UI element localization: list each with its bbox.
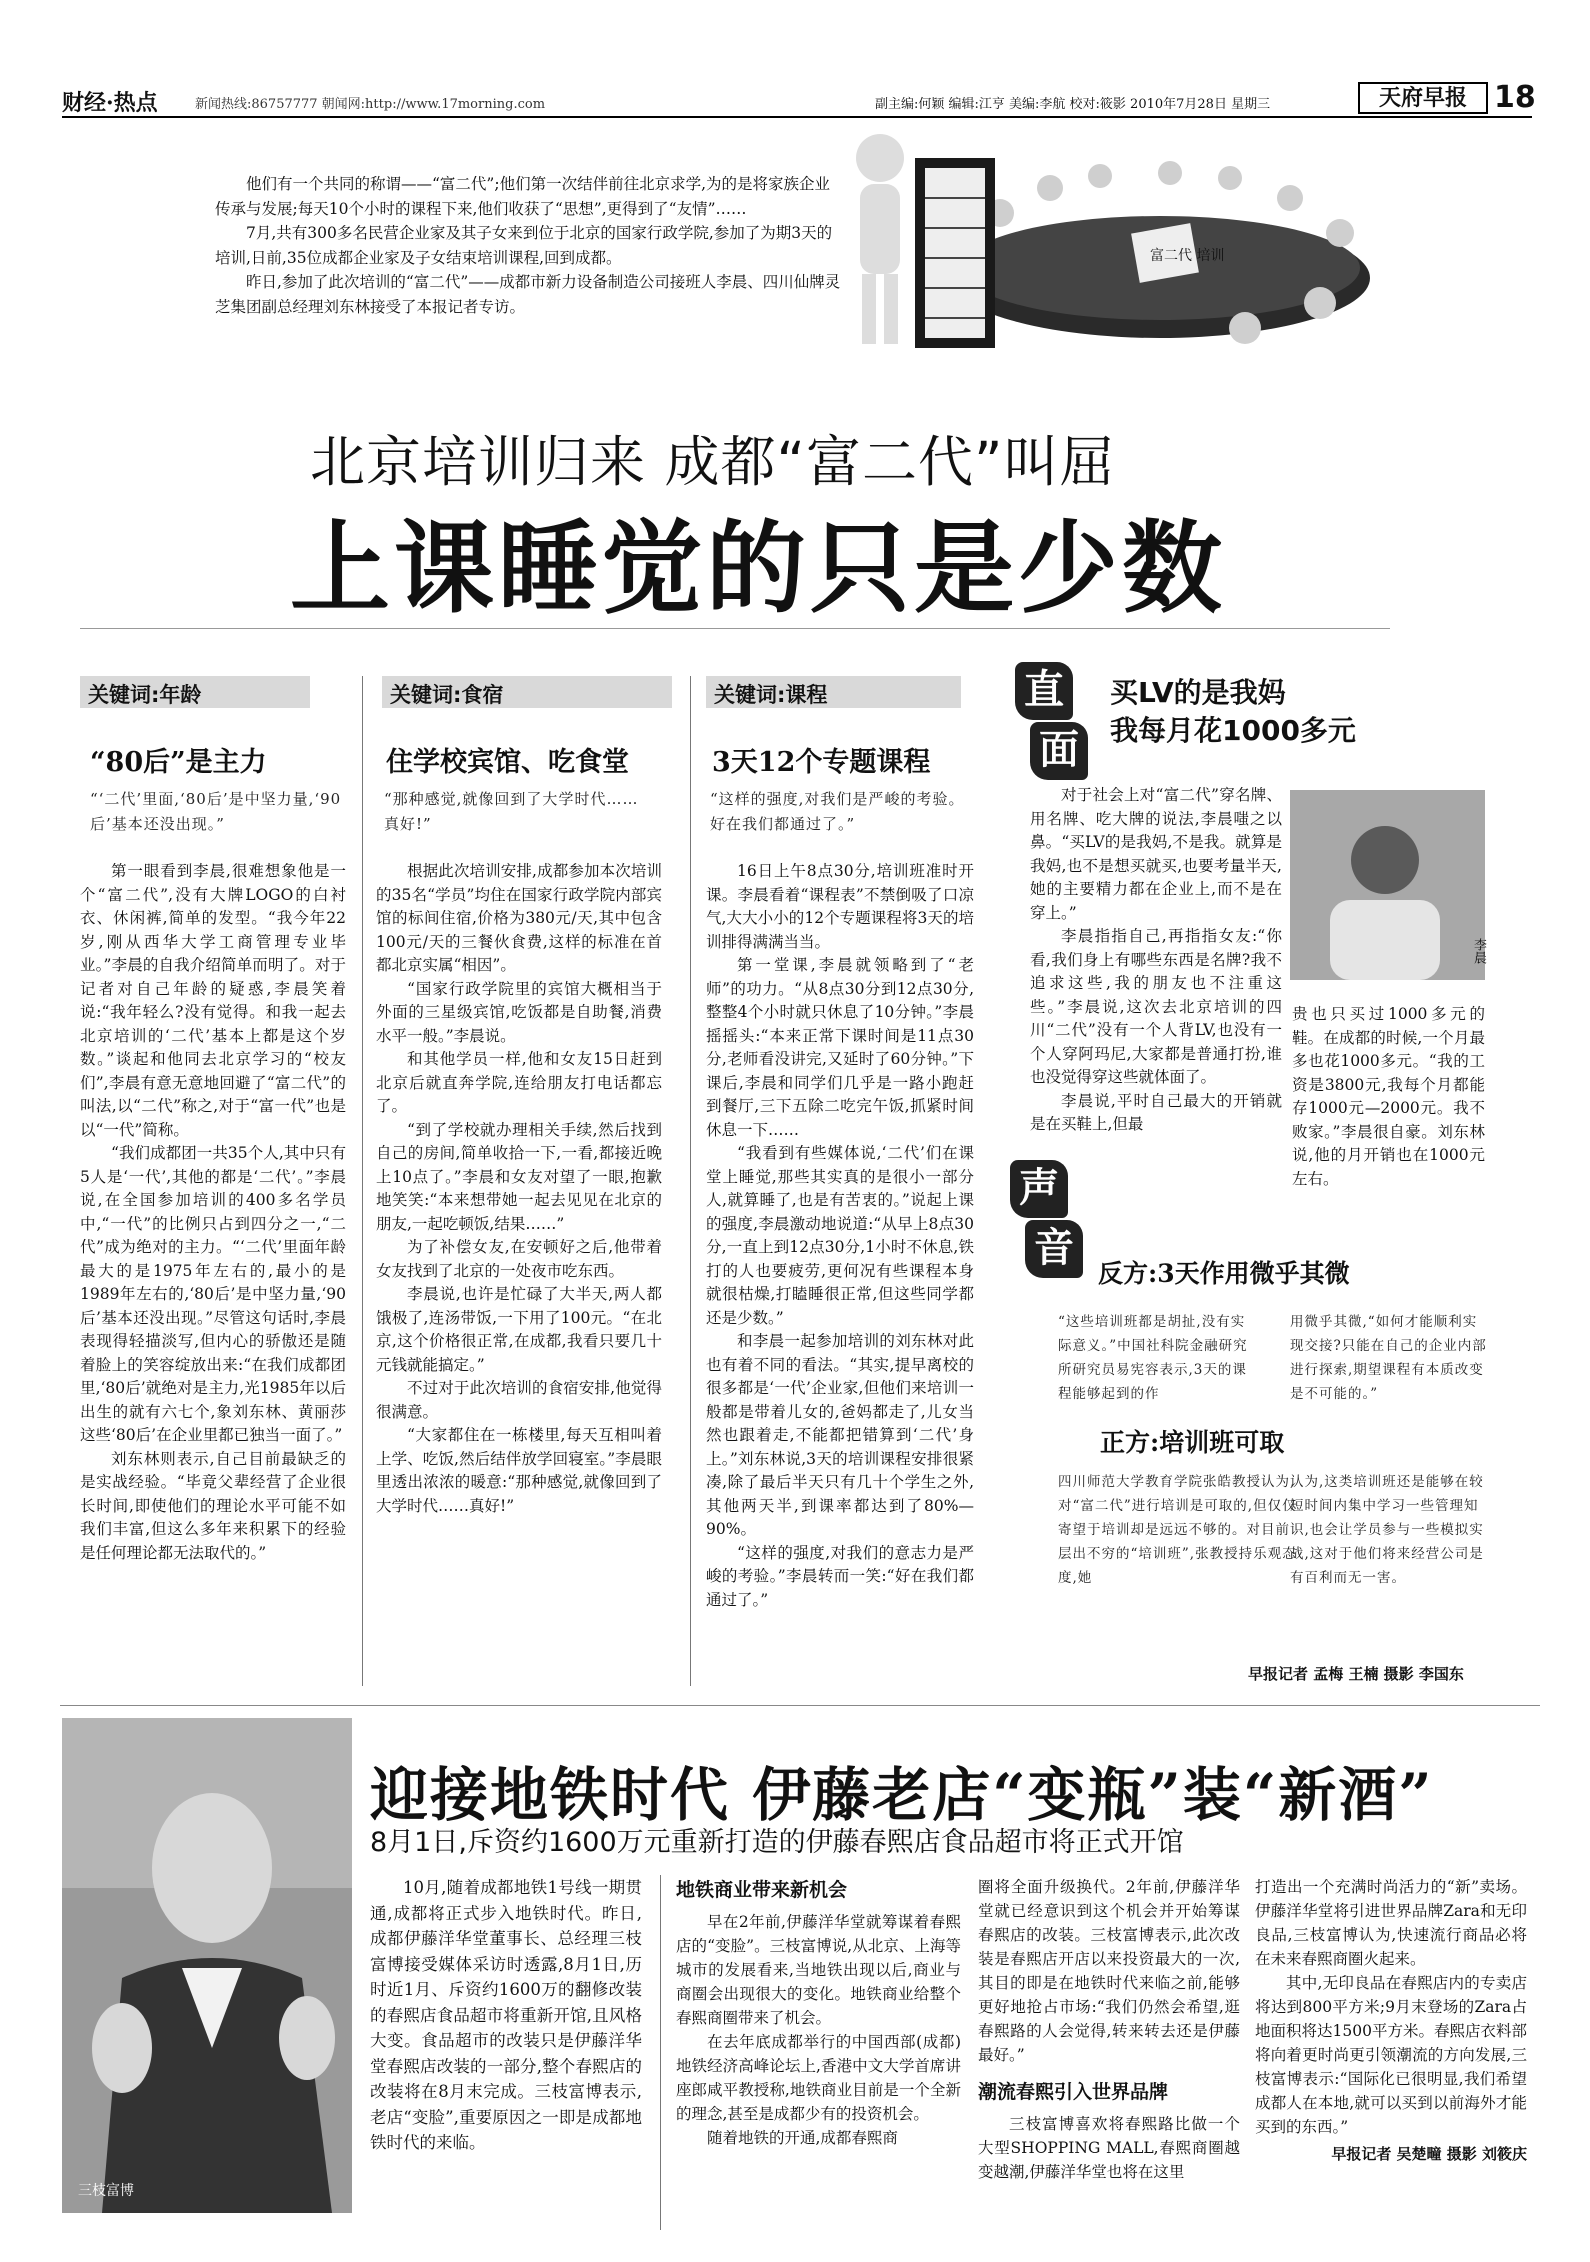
column-rule xyxy=(660,1875,661,2230)
paragraph: “这样的强度,对我们的意志力是严峻的考验。”李晨转而一笑:“好在我们都通过了。” xyxy=(706,1543,974,1609)
interview-body xyxy=(1030,784,1282,1137)
opposing-text: “这些培训班都是胡扯,没有实际意义。”中国社科院金融研究所研究员易宪容表示,3天的课程能够起到的作 xyxy=(1058,1314,1248,1402)
opposing-text: 用微乎其微,“如何才能顺利实现交接?只能在自己的企业内部进行探索,期望课程有本质改变是不可能的。” xyxy=(1290,1314,1487,1402)
section-label: 财经·热点 xyxy=(62,90,158,116)
column-quote: “那种感觉,就像回到了大学时代……真好!” xyxy=(384,790,639,833)
illustration-meeting xyxy=(850,118,1390,353)
column-quote: “‘二代’里面,‘80后’是中坚力量,‘90后’基本还没出现。” xyxy=(90,790,342,833)
paragraph: “我看到有些媒体说,‘二代’们在课堂上睡觉,那些其实真的是很小一部分人,就算睡了,也是有苦衷的。”说起上课的强度,李晨激动地说道:“从早上8点30分,一直上到12点30分,1小时不休息,铁打的人也要疲劳,更何况有些课程本身就很枯燥,打瞌睡很正常,但这些同学都还是少数。” xyxy=(706,1144,974,1327)
paragraph: 为了补偿女友,在安顿好之后,他带着女友找到了北京的一处夜市吃东西。 xyxy=(376,1238,662,1280)
column-rule xyxy=(362,676,363,1686)
paragraph: “到了学校就办理相关手续,然后找到自己的房间,简单收拾一下,一看,都接近晚上10点了。”李晨和女友对望了一眼,抱歉地笑笑:“本来想带她一起去见见在北京的朋友,一起吃顿饭,结果……” xyxy=(376,1120,662,1233)
headline-line1: 北京培训归来 成都“富二代”叫屈 xyxy=(310,430,1116,494)
column-quote: “这样的强度,对我们是严峻的考验。好在我们都通过了。” xyxy=(710,790,965,833)
section-rule xyxy=(60,1705,1540,1706)
intro-block xyxy=(215,172,843,319)
paragraph: 李晨说,也许是忙碌了大半天,两人都饿极了,连汤带饭,一下用了100元。“在北京,这个价格很正常,在成都,我看只要几十元钱就能搞定。” xyxy=(376,1285,662,1374)
paragraph: 李晨指指自己,再指指女友:“你看,我们身上有哪些东西是名牌?我不追求这些,我的朋友也不注重这些。”李晨说,这次去北京培训的四川“二代”没有一个人背LV,也没有一个人穿阿玛尼,大家都是普通打扮,谁也没觉得穿这些就体面了。 xyxy=(1030,927,1282,1086)
paragraph: 圈将全面升级换代。2年前,伊藤洋华堂就已经意识到这个机会并开始筹谋春熙店的改装。三枝富博表示,此次改装是春熙店开店以来投资最大的一次,其目的即是在地铁时代来临之前,能够更好地抢占市场:“我们仍然会希望,逛春熙路的人会觉得,转来转去还是伊藤最好。” xyxy=(978,1878,1240,2064)
credits: 副主编:何颖 编辑:江亨 美编:李航 校对:筱影 2010年7月28日 星期三 xyxy=(875,97,1271,112)
paragraph: “大家都住在一栋楼里,每天互相叫着上学、吃饭,然后结伴放学回寝室。”李晨眼里透出浓浓的暖意:“那种感觉,就像回到了大学时代……真好!” xyxy=(376,1426,662,1515)
paragraph: 李晨说,平时自己最大的开销就是在买鞋上,但最 xyxy=(1030,1091,1282,1133)
intro-paragraph: 昨日,参加了此次培训的“富二代”——成都市新力设备制造公司接班人李晨、四川仙牌灵芝集团副总经理刘东林接受了本报记者专访。 xyxy=(215,273,841,316)
paragraph: 不过对于此次培训的食宿安排,他觉得很满意。 xyxy=(376,1379,662,1421)
portrait-image xyxy=(1290,790,1485,980)
paragraph: 根据此次培训安排,成都参加本次培训的35名“学员”均住在国家行政学院内部宾馆的标间住宿,价格为380元/天,其中包含100元/天的三餐伙食费,这样的标准在首都北京实属“相因”。 xyxy=(376,862,662,974)
supporting-text: 认为,这类培训班还是能够在较短时间内集中学习一些管理知识,也会让学员参与一些模拟实战,这对于他们将来经营公司是有百利而无一害。 xyxy=(1290,1474,1484,1586)
photo-caption: 三枝富博 xyxy=(78,2183,134,2199)
keyword-bar: 关键词:食宿 xyxy=(382,676,672,708)
paragraph: 在去年底成都举行的中国西部(成都)地铁经济高峰论坛上,香港中文大学首席讲座郎咸平教授称,地铁商业目前是一个全新的理念,甚至是成都少有的投资机会。 xyxy=(676,2033,961,2123)
executive-photo xyxy=(62,1718,352,2213)
paragraph: 对于社会上对“富二代”穿名牌、用名牌、吃大牌的说法,李晨嗤之以鼻。“买LV的是我妈,不是我。就算是我妈,也不是想买就买,也要考量半天,她的主要精力都在企业上,而不是在穿上。” xyxy=(1030,786,1282,922)
column-body xyxy=(706,860,974,1612)
bottom-column xyxy=(978,1875,1240,2184)
photo-caption: 李晨 xyxy=(1471,938,1486,964)
paragraph: 刘东林则表示,自己目前最缺乏的是实战经验。“毕竟父辈经营了企业很长时间,即使他们的理论水平可能不如我们丰富,但这么多年来积累下的经验是任何理论都无法取代的。” xyxy=(80,1449,346,1562)
interview-title xyxy=(1110,674,1530,750)
paragraph: 早在2年前,伊藤洋华堂就筹谋着春熙店的“变脸”。三枝富博说,从北京、上海等城市的发展看来,当地铁出现以后,商业与商圈会出现很大的变化。地铁商业给整个春熙商圈带来了机会。 xyxy=(676,1913,961,2027)
interview-body xyxy=(1292,1003,1485,1191)
paragraph: 10月,随着成都地铁1号线一期贯通,成都将正式步入地铁时代。昨日,成都伊藤洋华堂董事长、总经理三枝富博接受媒体采访时透露,8月1日,历时近1月、斥资约1600万的翻修改装的春熙店食品超市将重新开馆,且风格大变。食品超市的改装只是伊藤洋华堂春熙店改装的一部分,整个春熙店的改装将在8月末完成。三枝富博表示,老店“变脸”,重要原因之一即是成都地铁时代的来临。 xyxy=(370,1878,642,2152)
column-body xyxy=(80,860,346,1565)
keyword-bar: 关键词:年龄 xyxy=(80,676,310,708)
hotline: 新闻热线:86757777 朝闻网:http://www.17morning.com xyxy=(195,97,546,112)
paragraph: 16日上午8点30分,培训班准时开课。李晨看着“课程表”不禁倒吸了口凉气,大大小小的12个专题课程将3天的培训排得满满当当。 xyxy=(706,862,974,951)
page-number: 18 xyxy=(1494,80,1536,115)
column-body xyxy=(376,860,662,1518)
bottom-subhead: 8月1日,斥资约1600万元重新打造的伊藤春熙店食品超市将正式开馆 xyxy=(370,1827,1184,1858)
paragraph: “我们成都团一共35个人,其中只有5人是‘一代’,其他的都是‘二代’。”李晨说,在全国参加培训的400多名学员中,“一代”的比例只占到四分之一,“二代”成为绝对的主力。“‘二代’里面年龄最大的是1975年左右的,最小的是1989年左右的,‘80后’是中坚力量,‘90后’基本还没出现。”尽管这句话时,李晨表现得轻描淡写,但内心的骄傲还是随着脸上的笑容绽放出来:“在我们成都团里,‘80后’就绝对是主力,光1985年以后出生的就有六七个,象刘东林、黄丽莎这些‘80后’在企业里都已独当一面了。” xyxy=(80,1144,346,1444)
bottom-headline: 迎接地铁时代 伊藤老店“变瓶”装“新酒” xyxy=(370,1761,1434,1829)
paragraph: “国家行政学院里的宾馆大概相当于外面的三星级宾馆,吃饭都是自助餐,消费水平一般。”李晨说。 xyxy=(376,979,662,1045)
column-rule xyxy=(690,676,691,1686)
subsection-heading: 地铁商业带来新机会 xyxy=(676,1879,848,1901)
paragraph: 随着地铁的开通,成都春熙商 xyxy=(707,2129,898,2147)
bottom-column xyxy=(370,1875,642,2156)
portrait-photo xyxy=(1290,790,1485,980)
supporting-title: 正方:培训班可取 xyxy=(1100,1428,1285,1457)
column-subtitle: 3天12个专题课程 xyxy=(712,747,931,778)
headline-line2: 上课睡觉的只是少数 xyxy=(290,509,1226,627)
column-subtitle: 住学校宾馆、吃食堂 xyxy=(386,747,629,778)
headline-rule xyxy=(80,628,1390,629)
byline: 早报记者 孟梅 王楠 摄影 李国东 xyxy=(1248,1665,1464,1683)
masthead-logo: 天府早报 xyxy=(1358,82,1488,114)
interview-title-line: 买LV的是我妈 xyxy=(1110,676,1286,709)
byline: 早报记者 吴楚疃 摄影 刘筱庆 xyxy=(1331,2145,1527,2163)
seal-char: 直 xyxy=(1015,662,1073,720)
paragraph: 第一堂课,李晨就领略到了“老师”的功力。“从8点30分到12点30分,整整4个小时就只休息了10分钟。”李晨摇摇头:“本来正常下课时间是11点30分,老师看没讲完,又延时了60分钟。”下课后,李晨和同学们几乎是一路小跑赶到餐厅,三下五除二吃完午饭,抓紧时间休息一下…… xyxy=(706,956,974,1139)
illustration-label: 富二代 培训 xyxy=(1150,248,1225,264)
paragraph: 打造出一个充满时尚活力的“新”卖场。伊藤洋华堂将引进世界品牌Zara和无印良品,三枝富博认为,快速流行商品必将在未来春熙商圈火起来。 xyxy=(1255,1878,1527,1968)
bottom-column xyxy=(1255,1875,1527,2164)
paragraph: 三枝富博喜欢将春熙路比做一个大型SHOPPING MALL,春熙商圈越变越潮,伊藤洋华堂也将在这里 xyxy=(978,2115,1240,2181)
paragraph: 和李晨一起参加培训的刘东林对此也有着不同的看法。“其实,提早离校的很多都是‘一代’企业家,但他们来培训一般都是带着儿女的,爸妈都走了,儿女当然也跟着走,不能都把错算到‘二代’身上。”刘东林说,3天的培训课程安排很紧凑,除了最后半天只有几十个学生之外,其他两天半,到课率都达到了80%—90%。 xyxy=(706,1332,974,1538)
intro-paragraph: 7月,共有300多名民营企业家及其子女来到位于北京的国家行政学院,参加了为期3天的培训,日前,35位成都企业家及子女结束培训课程,回到成都。 xyxy=(215,224,833,267)
subsection-heading: 潮流春熙引入世界品牌 xyxy=(978,2081,1169,2103)
seal-char: 面 xyxy=(1030,722,1088,780)
interview-title-line: 我每月花1000多元 xyxy=(1110,714,1356,747)
paragraph: 第一眼看到李晨,很难想象他是一个“富二代”,没有大牌LOGO的白衬衣、休闲裤,简单的发型。“我今年22岁,刚从西华大学工商管理专业毕业。”李晨的自我介绍简单而明了。对于记者对自己年龄的疑惑,李晨笑着说:“我年轻么?没有觉得。和我一起去北京培训的‘二代’基本上都是这个岁数。”谈起和他同去北京学习的“校友们”,李晨有意无意地回避了“富二代”的叫法,以“二代”称之,对于“富一代”也是以“一代”简称。 xyxy=(80,862,346,1139)
paragraph: 其中,无印良品在春熙店内的专卖店将达到800平方米;9月末登场的Zara占地面积将达1500平方米。春熙店衣料部将向着更时尚更引领潮流的方向发展,三枝富博表示:“国际化已很明显,我们希望成都人在本地,就可以买到以前海外才能买到的东西。” xyxy=(1255,1974,1527,2136)
column-subtitle: “80后”是主力 xyxy=(90,747,267,778)
intro-paragraph: 他们有一个共同的称谓——“富二代”;他们第一次结伴前往北京求学,为的是将家族企业传承与发展;每天10个小时的课程下来,他们收获了“思想”,更得到了“友情”…… xyxy=(215,175,830,218)
seal-char: 声 xyxy=(1010,1160,1068,1218)
bottom-column xyxy=(676,1875,961,2150)
supporting-text: 四川师范大学教育学院张皓教授认为,对“富二代”进行培训是可取的,但仅仅寄望于培训却是远远不够的。对目前层出不穷的“培训班”,张教授持乐观态度,她 xyxy=(1058,1474,1297,1586)
opposing-title: 反方:3天作用微乎其微 xyxy=(1098,1259,1350,1288)
keyword-bar: 关键词:课程 xyxy=(706,676,961,708)
executive-image xyxy=(62,1718,352,2213)
paragraph: 和其他学员一样,他和女友15日赶到北京后就直奔学院,连给朋友打电话都忘了。 xyxy=(376,1050,662,1115)
paragraph: 贵也只买过1000多元的鞋。在成都的时候,一个月最多也花1000多元。“我的工资是3800元,我每个月都能存1000元—2000元。我不败家。”李晨很自豪。刘东林说,他的月开销也在1000元左右。 xyxy=(1292,1005,1485,1188)
seal-char: 音 xyxy=(1025,1220,1083,1278)
